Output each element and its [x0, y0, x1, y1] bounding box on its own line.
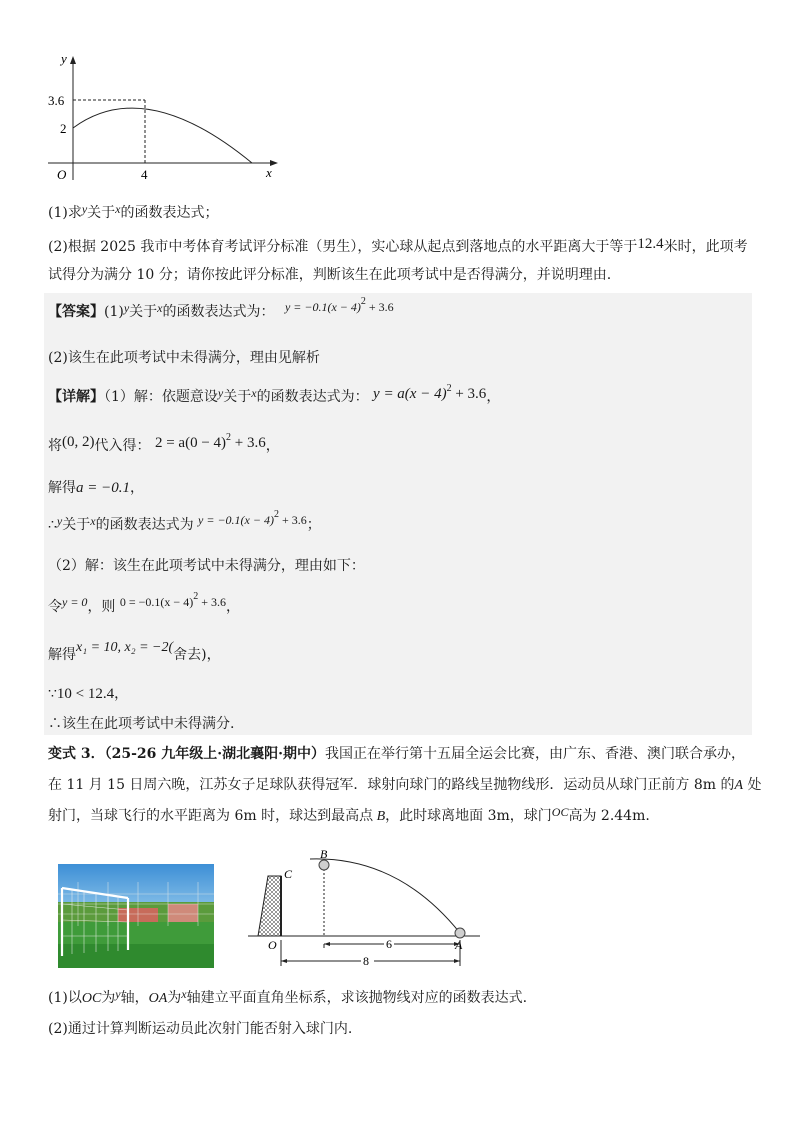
x-axis-label: x: [266, 165, 272, 180]
variant-line-1: 变式 3．（25-26 九年级上·湖北襄阳·期中）我国正在举行第十五届全运会比赛，由广东、香港、澳门联合承办，: [48, 746, 746, 762]
variant-line-2: 在 11 月 15 日周六晚，江苏女子足球队获得冠军．球射向球门的路线呈抛物线形．运动员从球门正前方 8m 的A 处: [48, 777, 762, 793]
origin-label: O: [57, 167, 67, 182]
detail-line-4: ∴y关于x的函数表达式为 $y = -0.1(x - 4)^2 + 3.6$；: [48, 509, 321, 533]
answer-line-1: 【答案】(1)y关于x的函数表达式为： $y = -0.1(x - 4)^2 + 3.6$: [48, 296, 394, 320]
label-B: B: [320, 848, 328, 861]
y-tick-3.6: 3.6: [48, 93, 65, 108]
variant-title: 变式 3．（25-26 九年级上·湖北襄阳·期中）: [48, 746, 326, 762]
label-O: O: [268, 938, 277, 952]
label-C: C: [284, 867, 293, 881]
label-A: A: [455, 938, 463, 952]
variant-line-3: 射门，当球飞行的水平距离为 6m 时，球达到最高点 B，此时球离地面 3m，球门OC高为 2.44m.: [48, 805, 650, 824]
dim-label-6: 6: [386, 937, 392, 951]
detail-line-7: 解得x₁ = 10, x₂ = −2(舍去)，: [48, 640, 221, 663]
detail-line-8: ∵10 < 12.4，: [48, 686, 129, 702]
detail-line-3: 解得a = −0.1，: [48, 480, 144, 496]
dim-label-8: 8: [363, 954, 369, 968]
x-tick-4: 4: [141, 167, 148, 182]
parabola-curve: [73, 108, 252, 163]
question-1: (1)求y关于x的函数表达式；: [48, 202, 219, 221]
detail-line-2: 将(0, 2)代入得： $2 = a(0 - 4)^2 + 3.6$，: [48, 432, 280, 454]
answer-line-2: (2)该生在此项考试中未得满分，理由见解析: [48, 350, 320, 366]
detail-line-9: ∴该生在此项考试中未得满分.: [48, 716, 235, 732]
ball-at-A: [455, 928, 465, 938]
shot-trajectory-diagram: [248, 848, 488, 968]
goal-net: [258, 876, 281, 936]
soccer-goal-photo-illustration: [58, 864, 214, 968]
variant-question-1: (1)以OC为y轴，OA为x轴建立平面直角坐标系，求该抛物线对应的函数表达式.: [48, 987, 528, 1006]
y-tick-2: 2: [60, 121, 67, 136]
ball-at-B: [319, 860, 329, 870]
y-axis-label: y: [61, 51, 67, 66]
detail-line-1: 【详解】（1）解：依题意设y关于x的函数表达式为： $y = a(x - 4)^2 + 3.6$，: [48, 383, 501, 405]
variant-question-2: (2)通过计算判断运动员此次射门能否射入球门内.: [48, 1021, 353, 1037]
question-2-line-2: 试得分为满分 10 分；请你按此评分标准，判断该生在此项考试中是否得满分，并说明理由.: [48, 267, 612, 283]
detail-line-5: （2）解：该生在此项考试中未得满分，理由如下：: [48, 558, 365, 574]
detail-line-6: 令y = 0，则 $0 = -0.1(x - 4)^2 + 3.6$，: [48, 591, 240, 615]
ball-trajectory: [310, 859, 460, 933]
question-2-line-1: (2)根据 2025 我市中考体育考试评分标准（男生），实心球从起点到落地点的水平距离大于等于12.4米时，此项考: [48, 236, 748, 255]
parabola-graph: [40, 50, 290, 190]
y-axis-arrow: [70, 56, 76, 64]
soccer-goal-photo: [58, 864, 214, 968]
